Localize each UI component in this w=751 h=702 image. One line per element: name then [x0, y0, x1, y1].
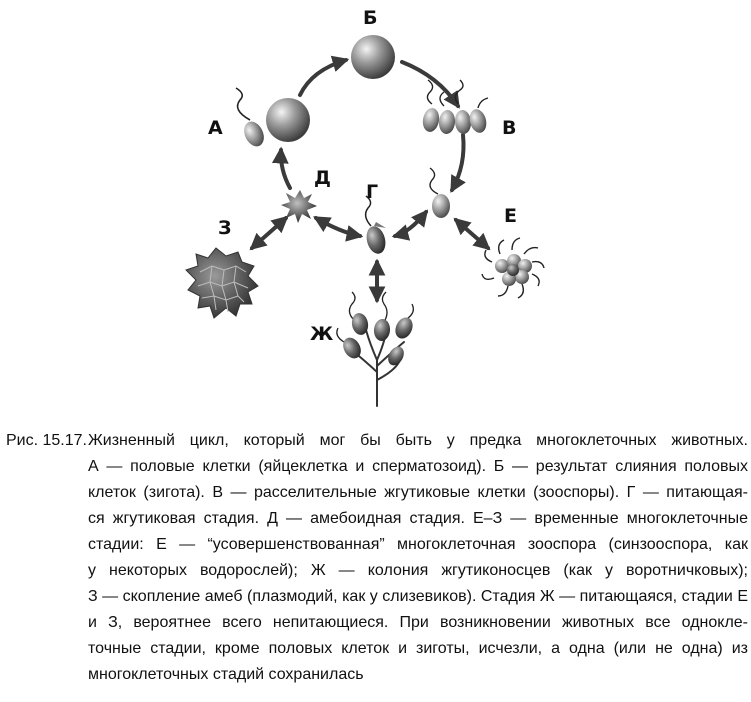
label-zh: Ж — [310, 323, 334, 345]
label-b: Б — [363, 7, 378, 29]
arrow-b-to-v — [402, 62, 458, 106]
caption-line: многоклеточных стадий сохранилась — [88, 666, 364, 683]
synzoospore — [482, 238, 544, 298]
sperm-cell — [236, 88, 268, 150]
caption-line: точные стадии, кроме половых клеток и зиготы, исчезли, а одна (или не одна) из — [88, 640, 748, 657]
label-a: А — [208, 117, 223, 139]
flagellate-colony — [337, 292, 416, 406]
zygote-cell — [351, 35, 395, 79]
figure-number: Рис. 15.17. — [6, 432, 87, 449]
label-e: Е — [504, 205, 517, 227]
flagellate-cell — [430, 168, 450, 218]
caption-line: клеток (зигота). В — расселительные жгутиковые клетки (зооспоры). Г — питающая- — [88, 484, 748, 501]
caption-line: Жизненный цикл, который мог бы быть у предка многоклеточных животных. — [88, 432, 748, 449]
arrow-d-to-a — [281, 150, 290, 188]
arrow-a-to-b — [300, 60, 346, 95]
feeding-flagellate — [364, 196, 389, 256]
arrow-v-to-e — [456, 220, 488, 248]
plasmodium — [186, 248, 258, 318]
label-g: Г — [366, 181, 379, 203]
caption-line: ся жгутиковая стадия. Д — амебоидная стадия. Е–З — временные многоклеточные — [88, 510, 748, 527]
label-z: З — [218, 217, 232, 239]
zoospores — [421, 80, 489, 135]
caption-line: А — половые клетки (яйцеклетка и сперматозоид). Б — результат слияния половых — [88, 458, 748, 475]
caption-line: З — скопление амеб (плазмодий, как у слизевиков). Стадия Ж — питающаяся, стадии Е — [88, 588, 748, 605]
arrow-g-to-d — [395, 212, 426, 236]
cycle-arrows — [252, 60, 488, 300]
label-v: В — [502, 117, 517, 139]
caption-line: и З, вероятнее всего непитающиеся. При возникновении животных все однокле- — [88, 614, 748, 631]
caption-line: стадии: Е — “усовершенствованная” многоклеточная зооспора (синзооспора, как — [88, 536, 748, 553]
egg-cell — [266, 98, 310, 142]
label-d: Д — [314, 167, 331, 189]
arrow-d-to-z — [252, 218, 286, 248]
arrow-v-to-g-stage — [452, 135, 464, 190]
caption-line: у некоторых водорослей); Ж — колония жгутиконосцев (как у воротничковых); — [88, 562, 748, 579]
arrow-d-to-g — [316, 218, 360, 236]
